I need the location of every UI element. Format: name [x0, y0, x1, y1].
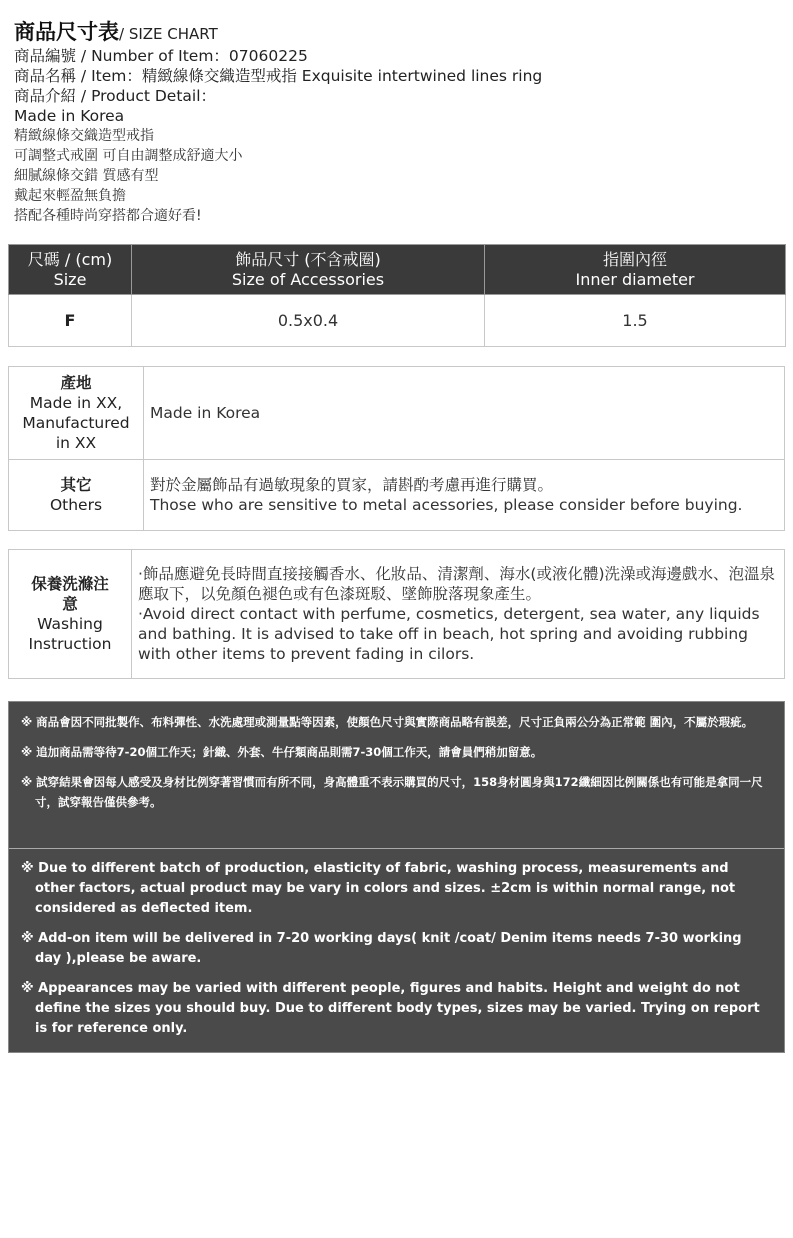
detail-line: 細膩線條交錯 質感有型 — [14, 168, 159, 184]
note-zh: ※ 追加商品需等待7-20個工作天；針織、外套、牛仔類商品則需7-30個工作天，請會員們稍加留意。 — [21, 745, 543, 759]
origin-row — [9, 367, 785, 460]
detail-line: 戴起來輕盈無負擔 — [14, 188, 126, 204]
item-number: 商品編號 / Number of Item：07060225 — [14, 47, 308, 65]
accessories-size-cell: 0.5x0.4 — [132, 295, 485, 347]
inner-diameter-cell: 1.5 — [485, 295, 786, 347]
table-row — [9, 295, 786, 347]
size-table — [8, 244, 786, 347]
size-chart-title — [14, 18, 784, 46]
washing-table — [8, 549, 785, 679]
size-cell: F — [9, 295, 132, 347]
accessories-column-header: 飾品尺寸 (不含戒圈) Size of Accessories — [132, 245, 485, 295]
others-row — [9, 460, 785, 531]
detail-origin: Made in Korea — [14, 107, 125, 125]
washing-instructions: ·飾品應避免長時間直接接觸香水、化妝品、清潔劑、海水(或液化體)洗澡或海邊戲水、泡溫泉應取下，以免顏色褪色或有色漆斑駁、墜飾脫落現象產生。 ·Avoid direct contact with perfume, cosmetics, detergent, sea water, any liquids and bathing. It is advised to take off in beach, hot spring and avoiding rubbing with other items to prevent fading in cilors. — [132, 550, 785, 679]
size-column-header: 尺碼 / (cm) Size — [9, 245, 132, 295]
washing-label: 保養洗滌注 意 Washing Instruction — [9, 550, 132, 679]
detail-line: 精緻線條交織造型戒指 — [14, 128, 154, 144]
origin-value: Made in Korea — [144, 367, 785, 460]
notes-panel — [8, 701, 785, 1053]
detail-line: 可調整式戒圍 可自由調整成舒適大小 — [14, 148, 243, 164]
note-en: ※ Due to different batch of production, elasticity of fabric, washing process, measurements and other factors, actual product may be vary in colors and sizes. ±2cm is within normal range, not considered as deflected item. — [21, 861, 736, 916]
others-label: 其它 Others — [9, 460, 144, 531]
note-en: ※ Appearances may be varied with different people, figures and habits. Height and weight do not define the sizes you should buy. Due to different body types, sizes may be varied. Trying on report is for reference only. — [21, 981, 760, 1036]
inner-diameter-column-header: 指圍內徑 Inner diameter — [485, 245, 786, 295]
notes-en — [9, 859, 784, 1049]
note-en: ※ Add-on item will be delivered in 7-20 working days( knit /coat/ Denim items needs 7-30 working day ),please be aware. — [21, 931, 742, 966]
size-table-header — [9, 245, 786, 295]
washing-row — [9, 550, 785, 679]
others-value: 對於金屬飾品有過敏現象的買家，請斟酌考慮再進行購買。 Those who are sensitive to metal acessories, please consider before buying. — [144, 460, 785, 531]
product-header — [14, 18, 784, 226]
notes-zh — [9, 702, 784, 822]
title-main: 商品尺寸表 — [14, 20, 119, 44]
note-zh: ※ 商品會因不同批製作、布料彈性、水洗處理或測量點等因素，使顏色尺寸與實際商品略有誤差，尺寸正負兩公分為正常範 圍內，不屬於瑕疵。 — [21, 715, 754, 729]
item-name: 商品名稱 / Item：精緻線條交織造型戒指 Exquisite intertwined lines ring — [14, 67, 543, 85]
title-sub: / SIZE CHART — [119, 25, 218, 43]
detail-line: 搭配各種時尚穿搭都合適好看! — [14, 208, 202, 224]
origin-table — [8, 366, 785, 531]
note-zh: ※ 試穿結果會因每人感受及身材比例穿著習慣而有所不同，身高體重不表示購買的尺寸，158身材圓身與172纖細因比例關係也有可能是拿同一尺寸，試穿報告僅供參考。 — [21, 775, 763, 809]
notes-divider — [9, 848, 784, 849]
origin-label: 產地 Made in XX, Manufactured in XX — [9, 367, 144, 460]
product-detail-label: 商品介紹 / Product Detail： — [14, 87, 217, 105]
